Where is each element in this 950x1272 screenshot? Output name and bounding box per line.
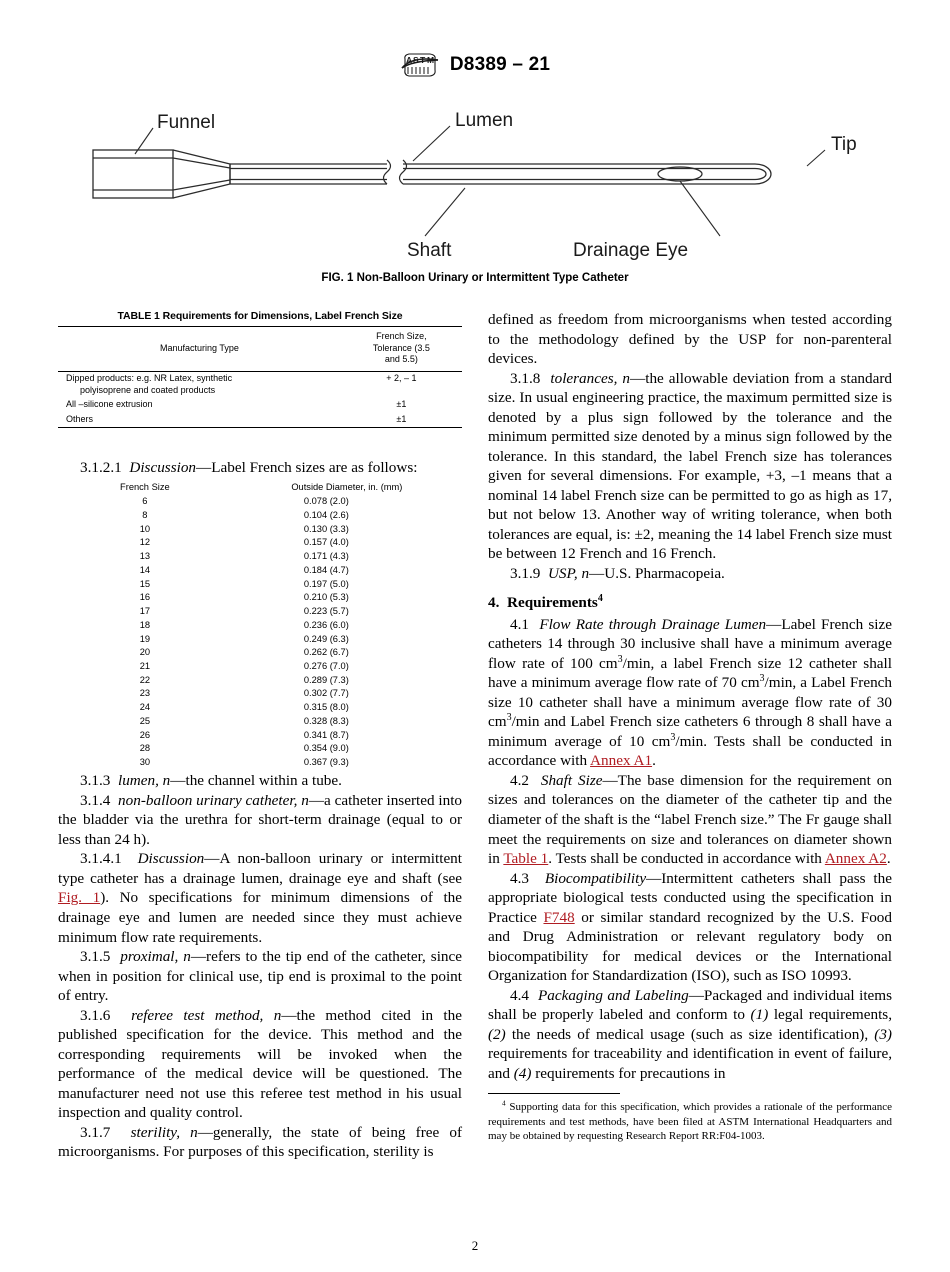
figure-label-funnel: Funnel [157,112,216,133]
outside-diameter-value: 0.171 (4.3) [303,551,349,562]
outside-diameter-value: 0.184 (4.7) [303,564,349,575]
french-size-row [58,550,462,564]
french-size-row [58,756,462,770]
french-size-row [58,673,462,687]
link-annex-a2[interactable]: Annex A2 [824,850,887,868]
outside-diameter-value: 0.197 (5.0) [303,578,349,589]
paragraph-3-1-4 [58,791,462,850]
para-text: —The base dimension for the requirement on sizes and tolerances on the diameter of the catheter tip and the diameter of the shaft is the “label French size.” The Fr gauge shall meet the requirements on size and tolerances on diameter shown in [488,771,892,868]
para-text: requirements for traceability and identification in event of failure, and [488,1045,892,1082]
outside-diameter-value: 0.289 (7.3) [303,674,349,685]
para-text: /min and Label French size catheters 6 through 8 shall have a minimum average of 10 cm [488,713,892,750]
para-text: —a catheter inserted into the bladder via the urethra for short-term drainage (equal to or less than 24 h). [58,791,463,848]
outside-diameter-value: 0.262 (6.7) [303,647,349,658]
document-designation: D8389 – 21 [449,54,551,75]
para-text: —Packaged and individual items shall be properly labeled and conform to [488,986,893,1024]
para-number: 3.1.6 [80,1006,111,1024]
paragraph-3-1-9 [488,564,892,584]
table1-cell-type [58,371,341,398]
para-text: —the channel within a tube. [170,772,342,790]
outside-diameter-value: 0.104 (2.6) [303,509,349,520]
outside-diameter-value: 0.276 (7.0) [303,660,349,671]
french-size-row [58,742,462,756]
page-number: 2 [471,1238,479,1253]
paragraph-4-1 [488,615,892,771]
french-size-value: 30 [139,757,151,768]
french-size-value: 25 [139,715,151,726]
footnote-text: Supporting data for this specification, which provides a rationale of the performance requirements and test methods, have been filed at ASTM International Headquarters and may be obtained by requesting Research Report RR:F04-1003. [488,1101,892,1143]
french-size-value: 19 [139,633,151,644]
outside-diameter-value: 0.249 (6.3) [303,633,349,644]
french-size-value: 21 [139,660,151,671]
table1-header-french-size-tolerance [341,327,462,372]
table1-cell-tolerance: ±1 [396,399,407,410]
figure-caption: FIG. 1 Non-Balloon Urinary or Intermittent Type Catheter [321,272,629,284]
french-size-header-size: French Size [120,482,170,493]
french-size-value: 26 [139,729,151,740]
para-term: lumen, n [117,772,171,790]
table-row [58,371,462,398]
superscript-cubic: 3 [617,653,623,665]
french-size-value: 23 [139,688,151,699]
paragraph-4-3 [488,869,892,986]
french-size-value: 24 [139,702,151,713]
french-size-value: 22 [139,674,151,685]
document-header [0,50,950,80]
french-size-row [58,701,462,715]
french-size-value: 12 [139,537,151,548]
table1-type-line2: polyisoprene and coated products [80,384,216,395]
table1-header-line1: French Size, [376,331,427,341]
table1-cell-tolerance: ±1 [396,414,407,425]
para-number: 4.1 [510,615,529,633]
paragraph-3-1-2-1 [58,458,462,478]
table1-header-manufacturing-type: Manufacturing Type [58,327,341,372]
french-size-row [58,591,462,605]
para-term: Shaft Size [540,771,603,789]
superscript-cubic: 3 [759,673,765,685]
outside-diameter-value: 0.078 (2.0) [303,496,349,507]
french-size-value: 10 [139,523,151,534]
french-size-value: 17 [139,606,151,617]
french-size-row [58,632,462,646]
para-term: proximal, n [120,948,191,966]
outside-diameter-value: 0.367 (9.3) [303,757,349,768]
french-size-value: 15 [139,578,151,589]
figure-label-drainage-eye: Drainage Eye [573,240,689,261]
paragraph-4-2 [488,771,892,869]
para-text: . [652,752,656,770]
paragraph-3-1-6 [58,1006,462,1123]
para-number: 4.2 [510,771,529,789]
french-size-list-table [58,481,462,769]
paragraph-3-1-3 [58,771,462,791]
footnote-number: 4 [502,1099,506,1108]
footnote-marker: 4 [597,593,603,605]
table-row [58,398,462,413]
french-size-row [58,714,462,728]
french-size-row [58,522,462,536]
figure-label-shaft: Shaft [407,240,452,261]
table1-header-line2: Tolerance (3.5 [372,342,430,353]
svg-text:M: M [426,55,434,65]
french-size-row [58,563,462,577]
para-text-cont: ). No specifications for minimum dimensions of the drainage eye and lumen are needed since they must achieve minimum flow rate requirements. [58,889,462,946]
para-text: /min, a label French size 12 catheter shall have a minimum average flow rate of 70 cm [488,654,892,692]
outside-diameter-value: 0.157 (4.0) [303,537,349,548]
para-term: Discussion [137,850,205,868]
french-size-row [58,618,462,632]
para-text: —refers to the tip end of the catheter, since when in position for clinical use, tip end is proximal to the point of entry. [58,948,462,1005]
table1-requirements-dimensions [58,326,462,428]
link-table-1[interactable]: Table 1 [503,850,549,868]
para-text: . Tests shall be conducted in accordance with [548,850,825,868]
table-row [58,413,462,428]
outside-diameter-value: 0.236 (6.0) [303,619,349,630]
left-column [58,310,462,1162]
para-number: 3.1.5 [80,948,111,966]
list-marker-3: (3) [874,1025,892,1043]
para-text: —generally, the state of being free of microorganisms. For purposes of this specification, sterility is [58,1123,463,1161]
french-size-value: 28 [139,743,151,754]
french-size-value: 6 [142,496,148,507]
para-number: 3.1.9 [510,564,541,582]
para-term: Packaging and Labeling [537,986,689,1004]
french-size-value: 13 [139,551,151,562]
french-size-value: 18 [139,619,151,630]
paragraph-4-4 [488,986,892,1084]
paragraph-3-1-8 [488,369,892,564]
superscript-cubic: 3 [670,731,676,743]
french-size-row [58,495,462,509]
catheter-figure [0,88,950,283]
french-size-row [58,604,462,618]
french-size-row [58,659,462,673]
para-term: Biocompatibility [544,869,647,887]
french-size-header-od: Outside Diameter, in. (mm) [291,482,403,493]
superscript-cubic: 3 [506,712,512,724]
french-size-value: 16 [139,592,151,603]
table1-cell-type: All –silicone extrusion [66,399,153,410]
french-size-row [58,687,462,701]
svg-text:T: T [419,55,426,65]
para-term: referee test method, n [131,1006,282,1024]
link-fig-1[interactable]: Fig. 1 [58,889,101,907]
para-number: 4.3 [510,869,529,887]
list-marker-4: (4) [513,1064,532,1082]
french-size-row [58,728,462,742]
paragraph-3-1-5 [58,947,462,1006]
right-column [488,310,892,1143]
astm-logo-icon [400,50,440,80]
footnote-divider [488,1093,620,1094]
para-text: the needs of medical usage (such as size identification), [505,1025,875,1043]
section-number: 4. [488,594,500,612]
link-practice-f748[interactable]: F748 [543,908,575,926]
outside-diameter-value: 0.302 (7.7) [303,688,349,699]
para-number: 3.1.7 [80,1123,111,1141]
svg-text:S: S [412,55,419,65]
para-text: —U.S. Pharmacopeia. [589,564,725,582]
para-term: Discussion [129,459,197,477]
table1-cell-type: Others [66,414,94,425]
para-number: 3.1.3 [80,772,111,790]
table1-header-line3: and 5.5) [384,354,418,365]
table1-title: TABLE 1 Requirements for Dimensions, Label French Size [117,310,403,322]
figure-label-lumen: Lumen [455,110,514,131]
outside-diameter-value: 0.223 (5.7) [303,606,349,617]
para-term: sterility, n [130,1123,198,1141]
para-text: —Intermittent catheters shall pass the appropriate biological tests conducted using the specification in Practice [488,869,892,926]
para-number: 3.1.2.1 [80,459,122,477]
outside-diameter-value: 0.210 (5.3) [303,592,349,603]
para-text: . [886,850,891,868]
outside-diameter-value: 0.328 (8.3) [303,715,349,726]
section-title: Requirements [506,594,598,612]
link-annex-a1[interactable]: Annex A1 [590,752,653,770]
section-heading-requirements [488,594,892,612]
catheter-diagram-svg [65,88,885,283]
para-text: /min, a Label French size 10 catheter shall have a minimum average flow rate of 30 cm [488,674,892,731]
para-text: —the allowable deviation from a standard size. In usual engineering practice, the maximum permitted size is denoted by a plus sign followed by the tolerance and the minimum permitted size denoted by a minus sign followed by the tolerance. In this standard, the label French size has tolerances given for several dimensions. For example, +3, –1 means that a nominal 14 label French size can be permitted to go as high as 17, but not below 13. Another way of writing tolerance, when both tolerances are equal, is: ±2, meaning the 14 label French size must be between 12 French and 16 French. [488,369,893,563]
outside-diameter-value: 0.341 (8.7) [303,729,349,740]
list-marker-2: (2) [488,1025,506,1043]
para-text: —Label French size catheters 14 through 30 inclusive shall have a minimum average flow rate of 100 cm [488,615,892,672]
table1-cell-tolerance: + 2, – 1 [386,373,417,384]
para-text: legal requirements, [768,1006,893,1024]
para-number: 3.1.4 [80,791,111,809]
para-text: /min. Tests shall be conducted in accordance with [488,732,893,770]
french-size-header-row [58,481,462,495]
french-size-row [58,646,462,660]
para-number: 3.1.8 [510,369,541,387]
outside-diameter-value: 0.315 (8.0) [303,702,349,713]
para-number: 4.4 [510,986,529,1004]
para-term: USP, n [547,564,590,582]
french-size-row [58,508,462,522]
footnote-4 [488,1100,892,1143]
french-size-value: 14 [139,564,151,575]
french-size-value: 20 [139,647,151,658]
para-term: Flow Rate through Drainage Lumen [539,615,767,633]
para-term: non-balloon urinary catheter, n [118,791,309,809]
list-marker-1: (1) [750,1006,769,1024]
table1-type-line1: Dipped products: e.g. NR Latex, synthetic [66,373,233,384]
french-size-row [58,577,462,591]
french-size-value: 8 [142,509,148,520]
para-text: —the method cited in the published specification for the device. This method and the corresponding requirements will be invoked when the performance of the medical device will be questioned. The manufacturer need not use this referee test method in his usual inspection and quality control. [58,1006,462,1122]
paragraph-3-1-7 [58,1123,462,1162]
para-text: —Label French sizes are as follows: [196,459,418,477]
para-text: or similar standard recognized by the U.S. Food and Drug Administration or relevant regulatory body on biocompatibility for medical devices or the International Organization for Standardization (ISO), such as ISO 10993. [488,908,892,985]
french-size-row [58,536,462,550]
para-text: requirements for precautions in [531,1064,726,1082]
para-text: —A non-balloon urinary or intermittent type catheter has a drainage lumen, drainage eye and shaft (see [58,850,462,887]
svg-text:A: A [405,55,413,65]
figure-label-tip: Tip [831,134,857,155]
outside-diameter-value: 0.130 (3.3) [303,523,349,534]
para-term: tolerances, n [550,369,631,387]
paragraph-sterility-continued: defined as freedom from microorganisms when tested according to the methodology defined by the USP for non-parenteral devices. [488,311,892,368]
table1-header-row [58,327,462,372]
outside-diameter-value: 0.354 (9.0) [303,743,349,754]
para-number: 3.1.4.1 [80,850,122,868]
paragraph-3-1-4-1 [58,849,462,947]
